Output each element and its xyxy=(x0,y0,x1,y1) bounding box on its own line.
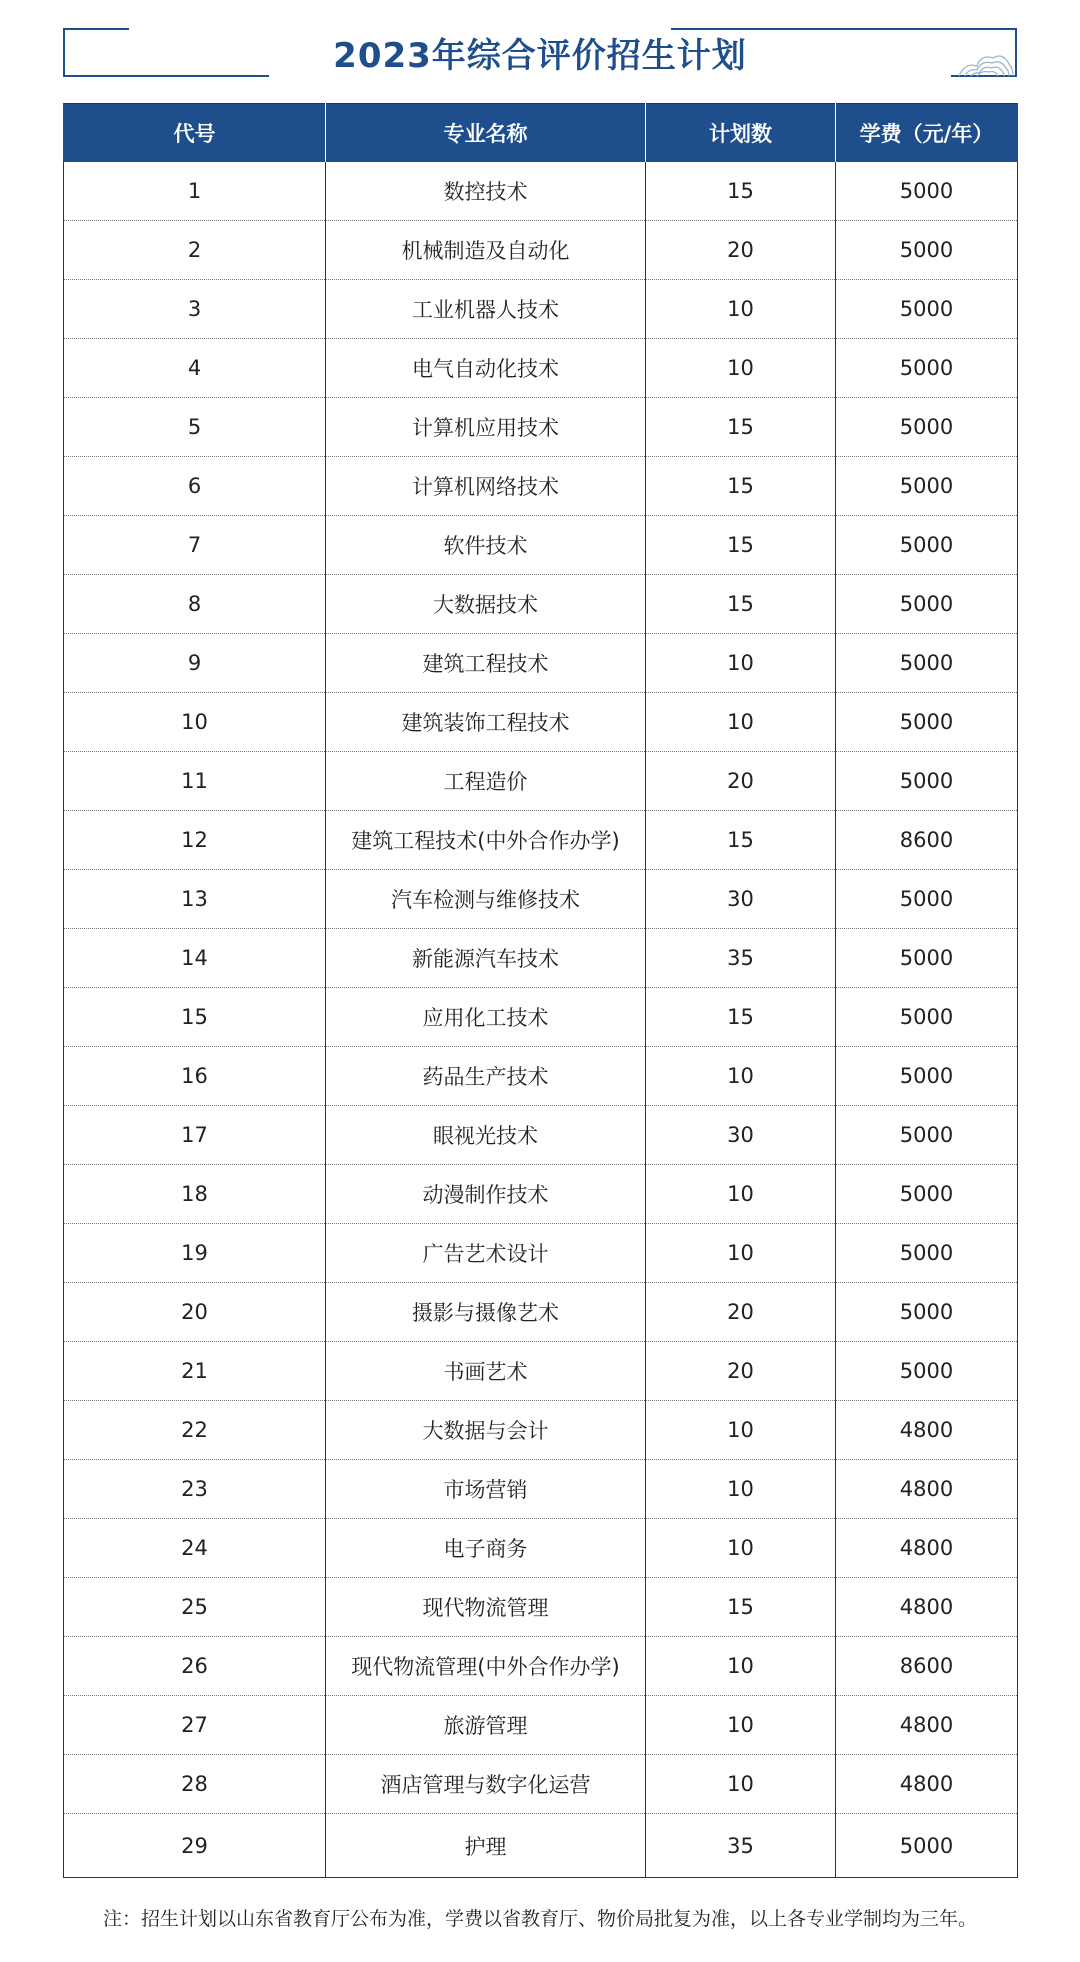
cell-code: 7 xyxy=(64,516,326,575)
page-title: 2023年综合评价招生计划 xyxy=(333,36,747,76)
cell-code: 2 xyxy=(64,221,326,280)
cell-major: 计算机网络技术 xyxy=(326,457,646,516)
table-row xyxy=(64,870,1018,929)
cell-major: 机械制造及自动化 xyxy=(326,221,646,280)
cell-major: 应用化工技术 xyxy=(326,988,646,1047)
header-fee: 学费（元/年） xyxy=(836,104,1018,163)
cell-major: 药品生产技术 xyxy=(326,1047,646,1106)
cell-major: 电子商务 xyxy=(326,1519,646,1578)
table-row xyxy=(64,339,1018,398)
cell-plan: 35 xyxy=(646,929,836,988)
table-row xyxy=(64,1342,1018,1401)
cell-plan: 10 xyxy=(646,339,836,398)
cell-fee: 5000 xyxy=(836,162,1018,221)
table-row xyxy=(64,575,1018,634)
header-code: 代号 xyxy=(64,104,326,163)
table-row xyxy=(64,693,1018,752)
cell-plan: 35 xyxy=(646,1814,836,1878)
cell-code: 14 xyxy=(64,929,326,988)
cell-code: 12 xyxy=(64,811,326,870)
cell-plan: 10 xyxy=(646,1165,836,1224)
cell-code: 27 xyxy=(64,1696,326,1755)
cell-fee: 5000 xyxy=(836,575,1018,634)
cell-major: 工程造价 xyxy=(326,752,646,811)
cell-code: 6 xyxy=(64,457,326,516)
cell-code: 16 xyxy=(64,1047,326,1106)
cell-code: 5 xyxy=(64,398,326,457)
table-header-row xyxy=(64,104,1018,163)
table-row xyxy=(64,221,1018,280)
table-row xyxy=(64,162,1018,221)
table-row xyxy=(64,516,1018,575)
table-row xyxy=(64,929,1018,988)
cell-code: 3 xyxy=(64,280,326,339)
cell-code: 29 xyxy=(64,1814,326,1878)
cell-plan: 15 xyxy=(646,398,836,457)
cell-code: 21 xyxy=(64,1342,326,1401)
cell-plan: 15 xyxy=(646,811,836,870)
cell-code: 11 xyxy=(64,752,326,811)
cell-code: 24 xyxy=(64,1519,326,1578)
cell-fee: 5000 xyxy=(836,752,1018,811)
table-row xyxy=(64,1224,1018,1283)
cell-fee: 5000 xyxy=(836,1106,1018,1165)
table-row xyxy=(64,457,1018,516)
cell-plan: 10 xyxy=(646,1460,836,1519)
header-plan: 计划数 xyxy=(646,104,836,163)
cell-code: 10 xyxy=(64,693,326,752)
cell-fee: 5000 xyxy=(836,693,1018,752)
cell-plan: 20 xyxy=(646,1342,836,1401)
cell-major: 现代物流管理 xyxy=(326,1578,646,1637)
cell-fee: 5000 xyxy=(836,1342,1018,1401)
cell-code: 20 xyxy=(64,1283,326,1342)
cell-major: 建筑工程技术(中外合作办学) xyxy=(326,811,646,870)
cell-fee: 5000 xyxy=(836,221,1018,280)
cell-fee: 4800 xyxy=(836,1519,1018,1578)
table-row xyxy=(64,1106,1018,1165)
cell-plan: 30 xyxy=(646,1106,836,1165)
footnote: 注：招生计划以山东省教育厅公布为准，学费以省教育厅、物价局批复为准，以上各专业学制均为三年。 xyxy=(102,1908,977,1930)
cell-major: 建筑工程技术 xyxy=(326,634,646,693)
table-row xyxy=(64,1637,1018,1696)
cell-major: 旅游管理 xyxy=(326,1696,646,1755)
cell-code: 15 xyxy=(64,988,326,1047)
cell-major: 眼视光技术 xyxy=(326,1106,646,1165)
cell-plan: 15 xyxy=(646,457,836,516)
cell-plan: 10 xyxy=(646,634,836,693)
cell-major: 汽车检测与维修技术 xyxy=(326,870,646,929)
cell-major: 大数据与会计 xyxy=(326,1401,646,1460)
table-row xyxy=(64,1165,1018,1224)
cell-fee: 5000 xyxy=(836,929,1018,988)
cell-major: 新能源汽车技术 xyxy=(326,929,646,988)
cell-fee: 4800 xyxy=(836,1401,1018,1460)
cell-code: 25 xyxy=(64,1578,326,1637)
cell-plan: 20 xyxy=(646,752,836,811)
cell-code: 23 xyxy=(64,1460,326,1519)
cell-plan: 10 xyxy=(646,1519,836,1578)
cell-major: 摄影与摄像艺术 xyxy=(326,1283,646,1342)
enrollment-table xyxy=(63,103,1018,1878)
cell-plan: 15 xyxy=(646,516,836,575)
cell-code: 26 xyxy=(64,1637,326,1696)
cell-fee: 5000 xyxy=(836,870,1018,929)
cloud-icon xyxy=(955,48,1015,78)
cell-plan: 15 xyxy=(646,575,836,634)
table-row xyxy=(64,811,1018,870)
cell-code: 13 xyxy=(64,870,326,929)
cell-code: 4 xyxy=(64,339,326,398)
cell-code: 28 xyxy=(64,1755,326,1814)
cell-major: 市场营销 xyxy=(326,1460,646,1519)
table-row xyxy=(64,634,1018,693)
cell-major: 动漫制作技术 xyxy=(326,1165,646,1224)
cell-code: 22 xyxy=(64,1401,326,1460)
cell-major: 软件技术 xyxy=(326,516,646,575)
cell-major: 护理 xyxy=(326,1814,646,1878)
table-row xyxy=(64,1047,1018,1106)
table-row xyxy=(64,280,1018,339)
table-row xyxy=(64,1755,1018,1814)
cell-fee: 5000 xyxy=(836,516,1018,575)
cell-plan: 20 xyxy=(646,221,836,280)
cell-fee: 5000 xyxy=(836,457,1018,516)
cell-fee: 5000 xyxy=(836,988,1018,1047)
cell-plan: 10 xyxy=(646,1696,836,1755)
table-row xyxy=(64,1696,1018,1755)
table-body xyxy=(64,162,1018,1878)
cell-major: 电气自动化技术 xyxy=(326,339,646,398)
cell-major: 酒店管理与数字化运营 xyxy=(326,1755,646,1814)
cell-plan: 10 xyxy=(646,1401,836,1460)
table-row xyxy=(64,1283,1018,1342)
cell-code: 1 xyxy=(64,162,326,221)
table-row xyxy=(64,1814,1018,1878)
table-row xyxy=(64,988,1018,1047)
cell-major: 数控技术 xyxy=(326,162,646,221)
header-major: 专业名称 xyxy=(326,104,646,163)
cell-major: 建筑装饰工程技术 xyxy=(326,693,646,752)
table-row xyxy=(64,1578,1018,1637)
cell-plan: 10 xyxy=(646,280,836,339)
cell-major: 计算机应用技术 xyxy=(326,398,646,457)
cell-major: 现代物流管理(中外合作办学) xyxy=(326,1637,646,1696)
cell-fee: 5000 xyxy=(836,398,1018,457)
cell-plan: 10 xyxy=(646,693,836,752)
cell-plan: 10 xyxy=(646,1047,836,1106)
cell-plan: 10 xyxy=(646,1224,836,1283)
cell-fee: 5000 xyxy=(836,280,1018,339)
cell-fee: 5000 xyxy=(836,634,1018,693)
cell-code: 9 xyxy=(64,634,326,693)
cell-plan: 10 xyxy=(646,1755,836,1814)
cell-fee: 5000 xyxy=(836,1224,1018,1283)
cell-fee: 8600 xyxy=(836,1637,1018,1696)
table-row xyxy=(64,1519,1018,1578)
cell-fee: 5000 xyxy=(836,339,1018,398)
cell-plan: 15 xyxy=(646,162,836,221)
table-row xyxy=(64,1401,1018,1460)
cell-fee: 4800 xyxy=(836,1696,1018,1755)
table-row xyxy=(64,398,1018,457)
cell-fee: 4800 xyxy=(836,1578,1018,1637)
cell-fee: 4800 xyxy=(836,1460,1018,1519)
table-row xyxy=(64,1460,1018,1519)
cell-plan: 20 xyxy=(646,1283,836,1342)
cell-fee: 5000 xyxy=(836,1283,1018,1342)
cell-fee: 5000 xyxy=(836,1165,1018,1224)
cell-code: 18 xyxy=(64,1165,326,1224)
cell-code: 17 xyxy=(64,1106,326,1165)
cell-major: 大数据技术 xyxy=(326,575,646,634)
cell-plan: 15 xyxy=(646,988,836,1047)
table-row xyxy=(64,752,1018,811)
cell-plan: 15 xyxy=(646,1578,836,1637)
cell-fee: 5000 xyxy=(836,1814,1018,1878)
cell-major: 书画艺术 xyxy=(326,1342,646,1401)
cell-code: 8 xyxy=(64,575,326,634)
cell-plan: 30 xyxy=(646,870,836,929)
cell-major: 工业机器人技术 xyxy=(326,280,646,339)
cell-major: 广告艺术设计 xyxy=(326,1224,646,1283)
cell-plan: 10 xyxy=(646,1637,836,1696)
cell-fee: 4800 xyxy=(836,1755,1018,1814)
cell-code: 19 xyxy=(64,1224,326,1283)
cell-fee: 5000 xyxy=(836,1047,1018,1106)
cell-fee: 8600 xyxy=(836,811,1018,870)
